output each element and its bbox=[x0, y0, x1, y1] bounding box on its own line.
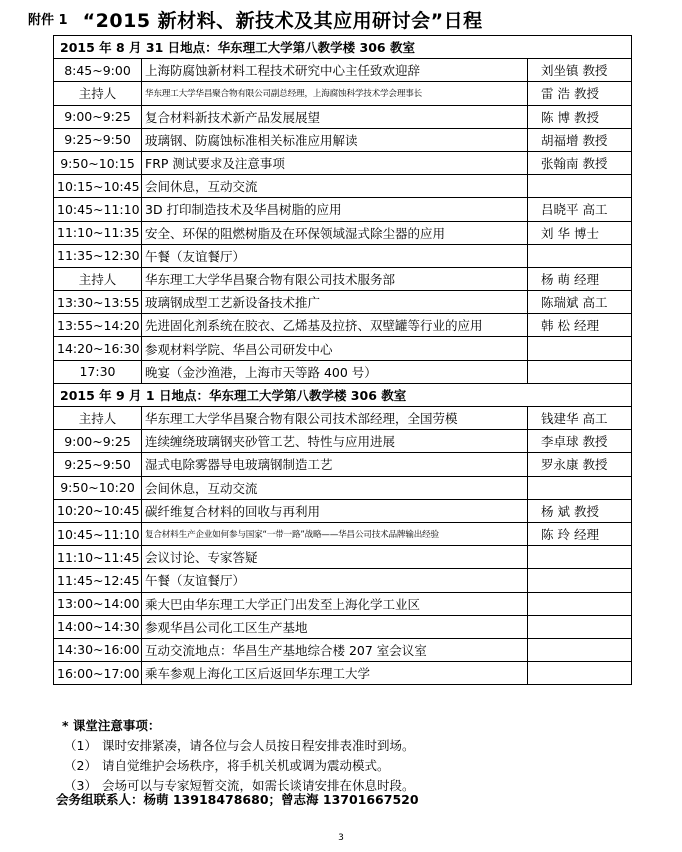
schedule-row bbox=[54, 360, 632, 383]
session-time: 11:10~11:35 bbox=[54, 221, 142, 244]
session-topic: 碳纤维复合材料的回收与再利用 bbox=[142, 499, 528, 522]
session-speaker bbox=[528, 592, 632, 615]
session-topic: 参观华昌公司化工区生产基地 bbox=[142, 615, 528, 638]
session-time: 9:00~9:25 bbox=[54, 430, 142, 453]
session-speaker bbox=[528, 638, 632, 661]
session-time: 9:25~9:50 bbox=[54, 128, 142, 151]
session-speaker: 刘 华 博士 bbox=[528, 221, 632, 244]
day-heading-row bbox=[54, 383, 632, 406]
agenda-title: “2015 新材料、新技术及其应用研讨会”日程 bbox=[82, 10, 483, 32]
session-speaker bbox=[528, 615, 632, 638]
session-time: 14:00~14:30 bbox=[54, 615, 142, 638]
schedule-row bbox=[54, 430, 632, 453]
session-topic: 连续缠绕玻璃钢夹砂管工艺、特性与应用进展 bbox=[142, 430, 528, 453]
note-text: 请自觉维护会场秩序，将手机关机或调为震动模式。 bbox=[102, 758, 390, 773]
session-time: 13:00~14:00 bbox=[54, 592, 142, 615]
contact-info: 会务组联系人：杨萌 13918478680；曾志海 13701667520 bbox=[56, 792, 419, 807]
session-speaker: 陈 玲 经理 bbox=[528, 522, 632, 545]
session-speaker: 张翰南 教授 bbox=[528, 151, 632, 174]
session-speaker: 胡福增 教授 bbox=[528, 128, 632, 151]
schedule-row bbox=[54, 522, 632, 545]
session-time: 14:30~16:00 bbox=[54, 638, 142, 661]
session-topic: 参观材料学院、华昌公司研发中心 bbox=[142, 337, 528, 360]
session-speaker: 陈 博 教授 bbox=[528, 105, 632, 128]
session-time: 14:20~16:30 bbox=[54, 337, 142, 360]
schedule-row bbox=[54, 175, 632, 198]
session-time: 11:35~12:30 bbox=[54, 244, 142, 267]
session-topic: 玻璃钢、防腐蚀标准相关标准应用解读 bbox=[142, 128, 528, 151]
session-topic: 湿式电除雾器导电玻璃钢制造工艺 bbox=[142, 453, 528, 476]
session-topic: 会间休息，互动交流 bbox=[142, 476, 528, 499]
session-topic: FRP 测试要求及注意事项 bbox=[142, 151, 528, 174]
session-speaker bbox=[528, 175, 632, 198]
schedule-row bbox=[54, 198, 632, 221]
note-item bbox=[62, 756, 662, 776]
session-time: 9:00~9:25 bbox=[54, 105, 142, 128]
session-speaker bbox=[528, 569, 632, 592]
schedule-row bbox=[54, 662, 632, 685]
session-time: 13:55~14:20 bbox=[54, 314, 142, 337]
schedule-row bbox=[54, 314, 632, 337]
session-time: 9:25~9:50 bbox=[54, 453, 142, 476]
note-number: （2） bbox=[64, 758, 97, 773]
page-number: 3 bbox=[338, 833, 344, 843]
session-speaker: 刘坐镇 教授 bbox=[528, 59, 632, 82]
session-topic: 3D 打印制造技术及华昌树脂的应用 bbox=[142, 198, 528, 221]
session-time: 10:45~11:10 bbox=[54, 198, 142, 221]
session-topic: 上海防腐蚀新材料工程技术研究中心主任致欢迎辞 bbox=[142, 59, 528, 82]
attachment-label: 附件 1 bbox=[28, 13, 68, 28]
session-time: 11:45~12:45 bbox=[54, 569, 142, 592]
schedule-body bbox=[54, 36, 632, 685]
schedule-row bbox=[54, 291, 632, 314]
schedule-row bbox=[54, 105, 632, 128]
session-time: 主持人 bbox=[54, 82, 142, 105]
notes-heading: * 课堂注意事项： bbox=[62, 718, 161, 733]
session-topic: 先进固化剂系统在胶衣、乙烯基及拉挤、双壁罐等行业的应用 bbox=[142, 314, 528, 337]
session-time: 13:30~13:55 bbox=[54, 291, 142, 314]
session-speaker bbox=[528, 662, 632, 685]
notes-section bbox=[62, 716, 662, 796]
schedule-row bbox=[54, 221, 632, 244]
schedule-row bbox=[54, 592, 632, 615]
session-speaker: 钱建华 高工 bbox=[528, 407, 632, 430]
session-topic: 复合材料生产企业如何参与国家“一带一路”战略——华昌公司技术品牌输出经验 bbox=[142, 522, 528, 545]
day-heading-row bbox=[54, 36, 632, 59]
schedule-row bbox=[54, 615, 632, 638]
schedule-row bbox=[54, 569, 632, 592]
session-time: 主持人 bbox=[54, 407, 142, 430]
session-speaker bbox=[528, 476, 632, 499]
schedule-row bbox=[54, 546, 632, 569]
session-speaker: 雷 浩 教授 bbox=[528, 82, 632, 105]
session-time: 10:15~10:45 bbox=[54, 175, 142, 198]
session-topic: 华东理工大学华昌聚合物有限公司技术服务部 bbox=[142, 267, 528, 290]
session-speaker: 吕晓平 高工 bbox=[528, 198, 632, 221]
document-title bbox=[28, 6, 668, 32]
day-heading: 2015 年 8 月 31 日地点：华东理工大学第八教学楼 306 教室 bbox=[54, 36, 632, 59]
session-time: 9:50~10:20 bbox=[54, 476, 142, 499]
session-speaker bbox=[528, 360, 632, 383]
session-topic: 午餐（友谊餐厅） bbox=[142, 569, 528, 592]
session-speaker bbox=[528, 337, 632, 360]
session-time: 17:30 bbox=[54, 360, 142, 383]
session-speaker: 韩 松 经理 bbox=[528, 314, 632, 337]
schedule-row bbox=[54, 128, 632, 151]
session-time: 10:45~11:10 bbox=[54, 522, 142, 545]
note-item bbox=[62, 736, 662, 756]
session-topic: 会议讨论、专家答疑 bbox=[142, 546, 528, 569]
session-topic: 互动交流地点：华昌生产基地综合楼 207 室会议室 bbox=[142, 638, 528, 661]
schedule-row bbox=[54, 59, 632, 82]
note-number: （3） bbox=[64, 778, 97, 793]
session-speaker: 陈瑞斌 高工 bbox=[528, 291, 632, 314]
note-text: 课时安排紧凑，请各位与会人员按日程安排表准时到场。 bbox=[102, 738, 415, 753]
session-topic: 华东理工大学华昌聚合物有限公司副总经理，上海腐蚀科学技术学会理事长 bbox=[142, 82, 528, 105]
session-time: 9:50~10:15 bbox=[54, 151, 142, 174]
session-speaker: 李卓球 教授 bbox=[528, 430, 632, 453]
session-time: 16:00~17:00 bbox=[54, 662, 142, 685]
session-topic: 华东理工大学华昌聚合物有限公司技术部经理，全国劳模 bbox=[142, 407, 528, 430]
note-number: （1） bbox=[64, 738, 97, 753]
schedule-row bbox=[54, 407, 632, 430]
session-topic: 复合材料新技术新产品发展展望 bbox=[142, 105, 528, 128]
schedule-row bbox=[54, 151, 632, 174]
schedule-row bbox=[54, 267, 632, 290]
session-topic: 乘大巴由华东理工大学正门出发至上海化学工业区 bbox=[142, 592, 528, 615]
session-topic: 安全、环保的阻燃树脂及在环保领域湿式除尘器的应用 bbox=[142, 221, 528, 244]
session-speaker bbox=[528, 546, 632, 569]
schedule-row bbox=[54, 244, 632, 267]
schedule-row bbox=[54, 499, 632, 522]
session-time: 主持人 bbox=[54, 267, 142, 290]
schedule-row bbox=[54, 337, 632, 360]
session-topic: 午餐（友谊餐厅） bbox=[142, 244, 528, 267]
note-text: 会场可以与专家短暂交流，如需长谈请安排在休息时段。 bbox=[102, 778, 415, 793]
schedule-row bbox=[54, 82, 632, 105]
schedule-table bbox=[53, 35, 632, 685]
session-speaker: 杨 萌 经理 bbox=[528, 267, 632, 290]
session-speaker: 罗永康 教授 bbox=[528, 453, 632, 476]
session-time: 10:20~10:45 bbox=[54, 499, 142, 522]
schedule-row bbox=[54, 476, 632, 499]
session-time: 8:45~9:00 bbox=[54, 59, 142, 82]
session-topic: 乘车参观上海化工区后返回华东理工大学 bbox=[142, 662, 528, 685]
day-heading: 2015 年 9 月 1 日地点：华东理工大学第八教学楼 306 教室 bbox=[54, 383, 632, 406]
session-time: 11:10~11:45 bbox=[54, 546, 142, 569]
session-topic: 玻璃钢成型工艺新设备技术推广 bbox=[142, 291, 528, 314]
session-speaker: 杨 斌 教授 bbox=[528, 499, 632, 522]
schedule-row bbox=[54, 638, 632, 661]
session-topic: 会间休息，互动交流 bbox=[142, 175, 528, 198]
session-topic: 晚宴（金沙渔港，上海市天等路 400 号） bbox=[142, 360, 528, 383]
schedule-row bbox=[54, 453, 632, 476]
session-speaker bbox=[528, 244, 632, 267]
